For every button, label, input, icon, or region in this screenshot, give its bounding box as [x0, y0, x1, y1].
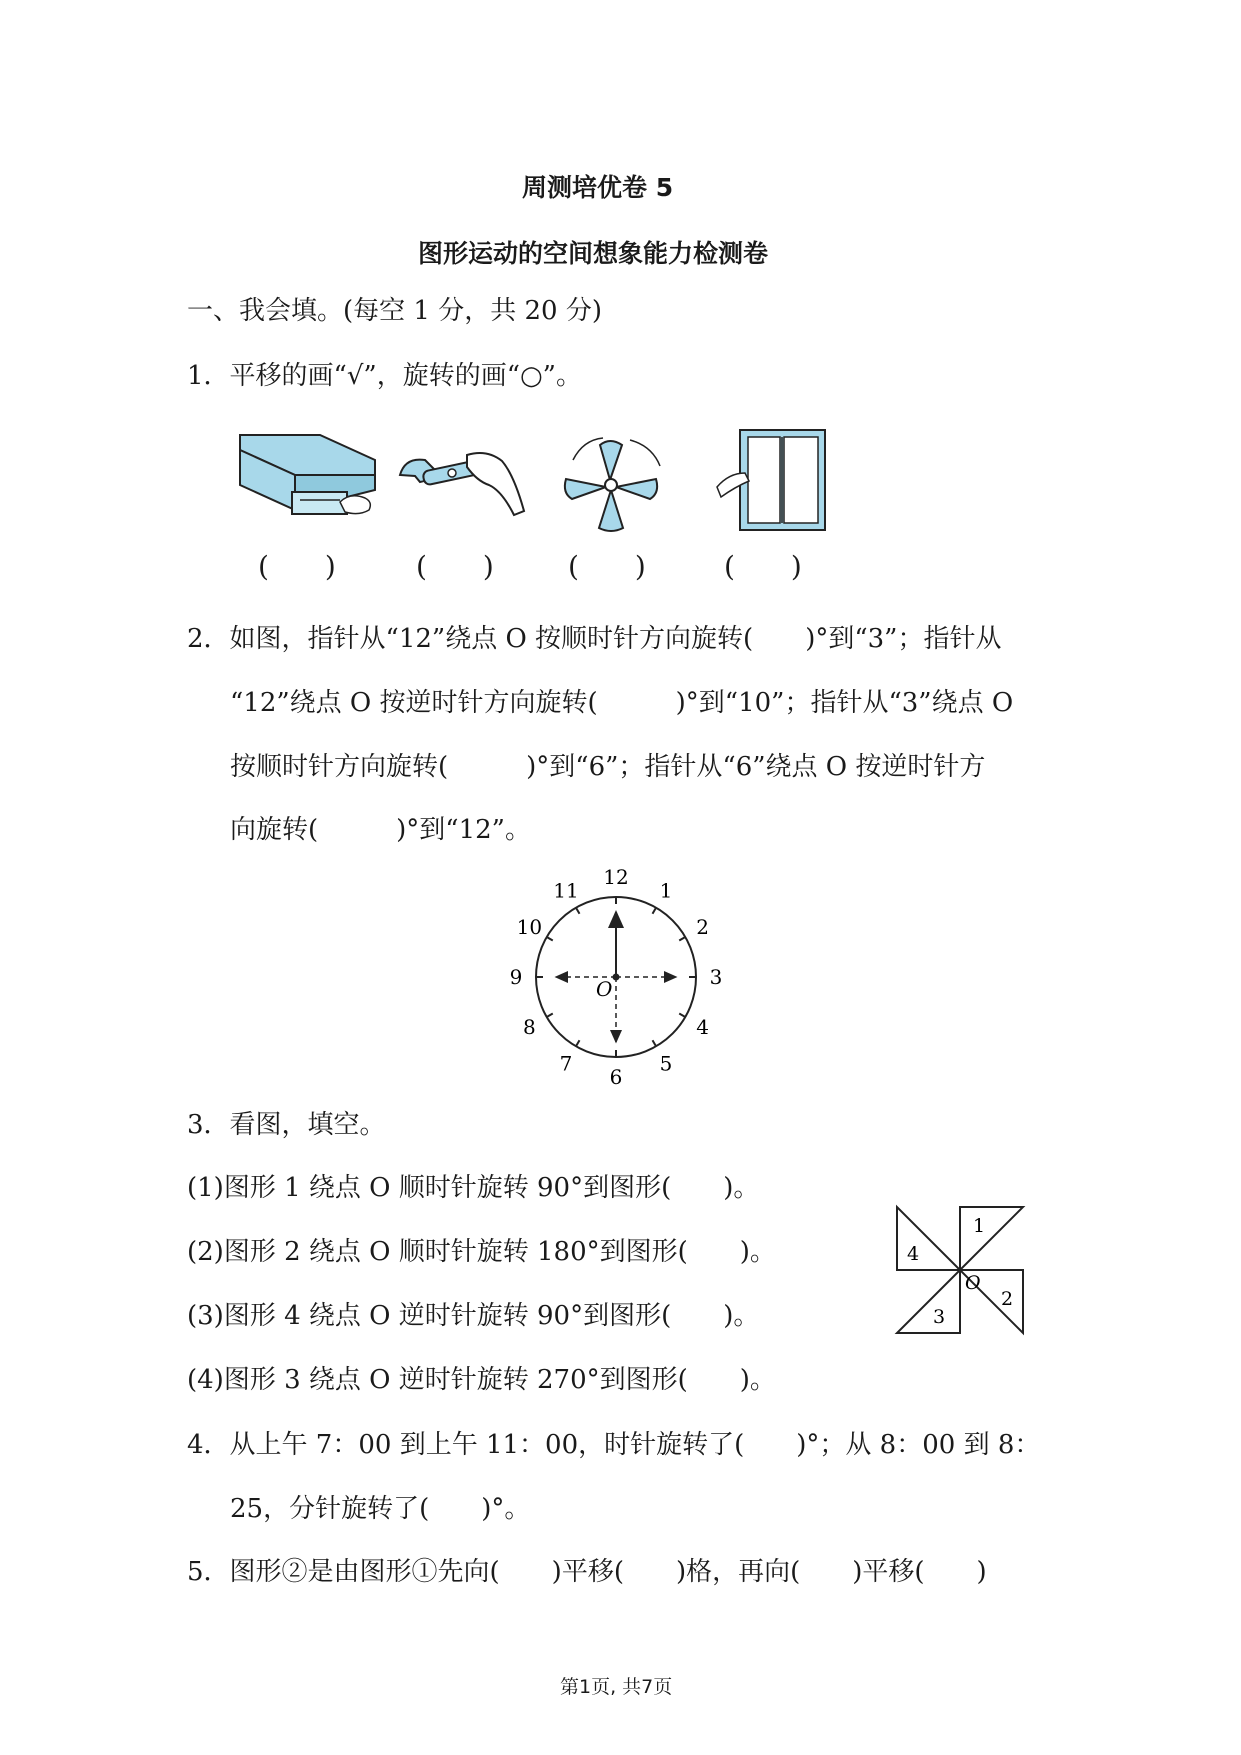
drawer-image	[240, 430, 380, 530]
figure-1-label: 1	[973, 1215, 986, 1237]
clock-number-1: 1	[659, 878, 673, 903]
question-2-line-3: 按顺时针方向旋转( )°到“6”；指针从“6”绕点 O 按逆时针方	[230, 752, 986, 782]
question-5-line-1: 5．图形②是由图形①先向( )平移( )格，再向( )平移( )	[187, 1557, 987, 1587]
question-4-line-2: 25，分针旋转了( )°。	[230, 1494, 531, 1524]
clock-number-7: 7	[559, 1051, 573, 1076]
clock-number-2: 2	[696, 915, 709, 939]
figure-1-triangle	[960, 1207, 1023, 1270]
page-subtitle: 图形运动的空间想象能力检测卷	[418, 239, 769, 268]
clock-number-11: 11	[553, 878, 579, 903]
clock-figure	[500, 860, 740, 1090]
answer-paren-3[interactable]: ( )	[568, 550, 646, 583]
figure-3-triangle	[897, 1270, 960, 1333]
clock-tick	[576, 1040, 580, 1046]
question-4-line-1: 4．从上午 7：00 到上午 11：00，时针旋转了( )°；从 8：00 到 8：	[187, 1430, 1041, 1460]
figure-center-label: O	[965, 1272, 981, 1294]
question-2-line-2: “12”绕点 O 按逆时针方向旋转( )°到“10”；指针从“3”绕点 O	[230, 688, 1014, 718]
question-2-line-1: 2．如图，指针从“12”绕点 O 按顺时针方向旋转( )°到“3”；指针从	[187, 624, 1002, 654]
question-3-item-3: (3)图形 4 绕点 O 逆时针旋转 90°到图形( )。	[187, 1301, 760, 1331]
clock-tick	[653, 908, 657, 914]
clock-number-9: 9	[509, 965, 523, 989]
answer-paren-1[interactable]: ( )	[258, 550, 336, 583]
window-image	[712, 425, 832, 535]
section-heading: 一、我会填。(每空 1 分，共 20 分)	[187, 296, 602, 326]
question-3-item-2: (2)图形 2 绕点 O 顺时针旋转 180°到图形( )。	[187, 1237, 776, 1267]
clock-number-4: 4	[696, 1015, 709, 1039]
clock-number-10: 10	[516, 915, 543, 939]
clock-tick	[576, 908, 580, 914]
clock-number-6: 6	[609, 1065, 623, 1089]
question-1-text: 1．平移的画“√”，旋转的画“○”。	[187, 361, 582, 391]
clock-tick	[679, 1014, 685, 1018]
figure-3-label: 3	[933, 1306, 946, 1328]
clock-tick	[547, 1014, 553, 1018]
clock-number-3: 3	[709, 965, 723, 989]
figure-2-label: 2	[1001, 1288, 1014, 1310]
clock-tick	[679, 937, 685, 941]
question-2-line-4: 向旋转( )°到“12”。	[230, 815, 531, 845]
clock-number-8: 8	[523, 1015, 536, 1039]
clock-center-label: O	[596, 977, 613, 1001]
pinwheel-figure	[895, 1205, 1035, 1345]
clock-number-5: 5	[659, 1051, 673, 1076]
answer-paren-4[interactable]: ( )	[724, 550, 802, 583]
page-number: 第1页, 共7页	[560, 1676, 673, 1698]
wrench-image	[395, 445, 535, 525]
answer-paren-2[interactable]: ( )	[416, 550, 494, 583]
clock-number-12: 12	[603, 865, 629, 889]
page-title: 周测培优卷 5	[522, 173, 674, 202]
question-3-item-1: (1)图形 1 绕点 O 顺时针旋转 90°到图形( )。	[187, 1173, 760, 1203]
fan-image	[558, 435, 668, 535]
clock-tick	[547, 937, 553, 941]
clock-center-point	[613, 974, 620, 981]
clock-tick	[653, 1040, 657, 1046]
question-3-text: 3．看图，填空。	[187, 1110, 386, 1140]
figure-4-label: 4	[907, 1243, 920, 1265]
question-3-item-4: (4)图形 3 绕点 O 逆时针旋转 270°到图形( )。	[187, 1365, 776, 1395]
